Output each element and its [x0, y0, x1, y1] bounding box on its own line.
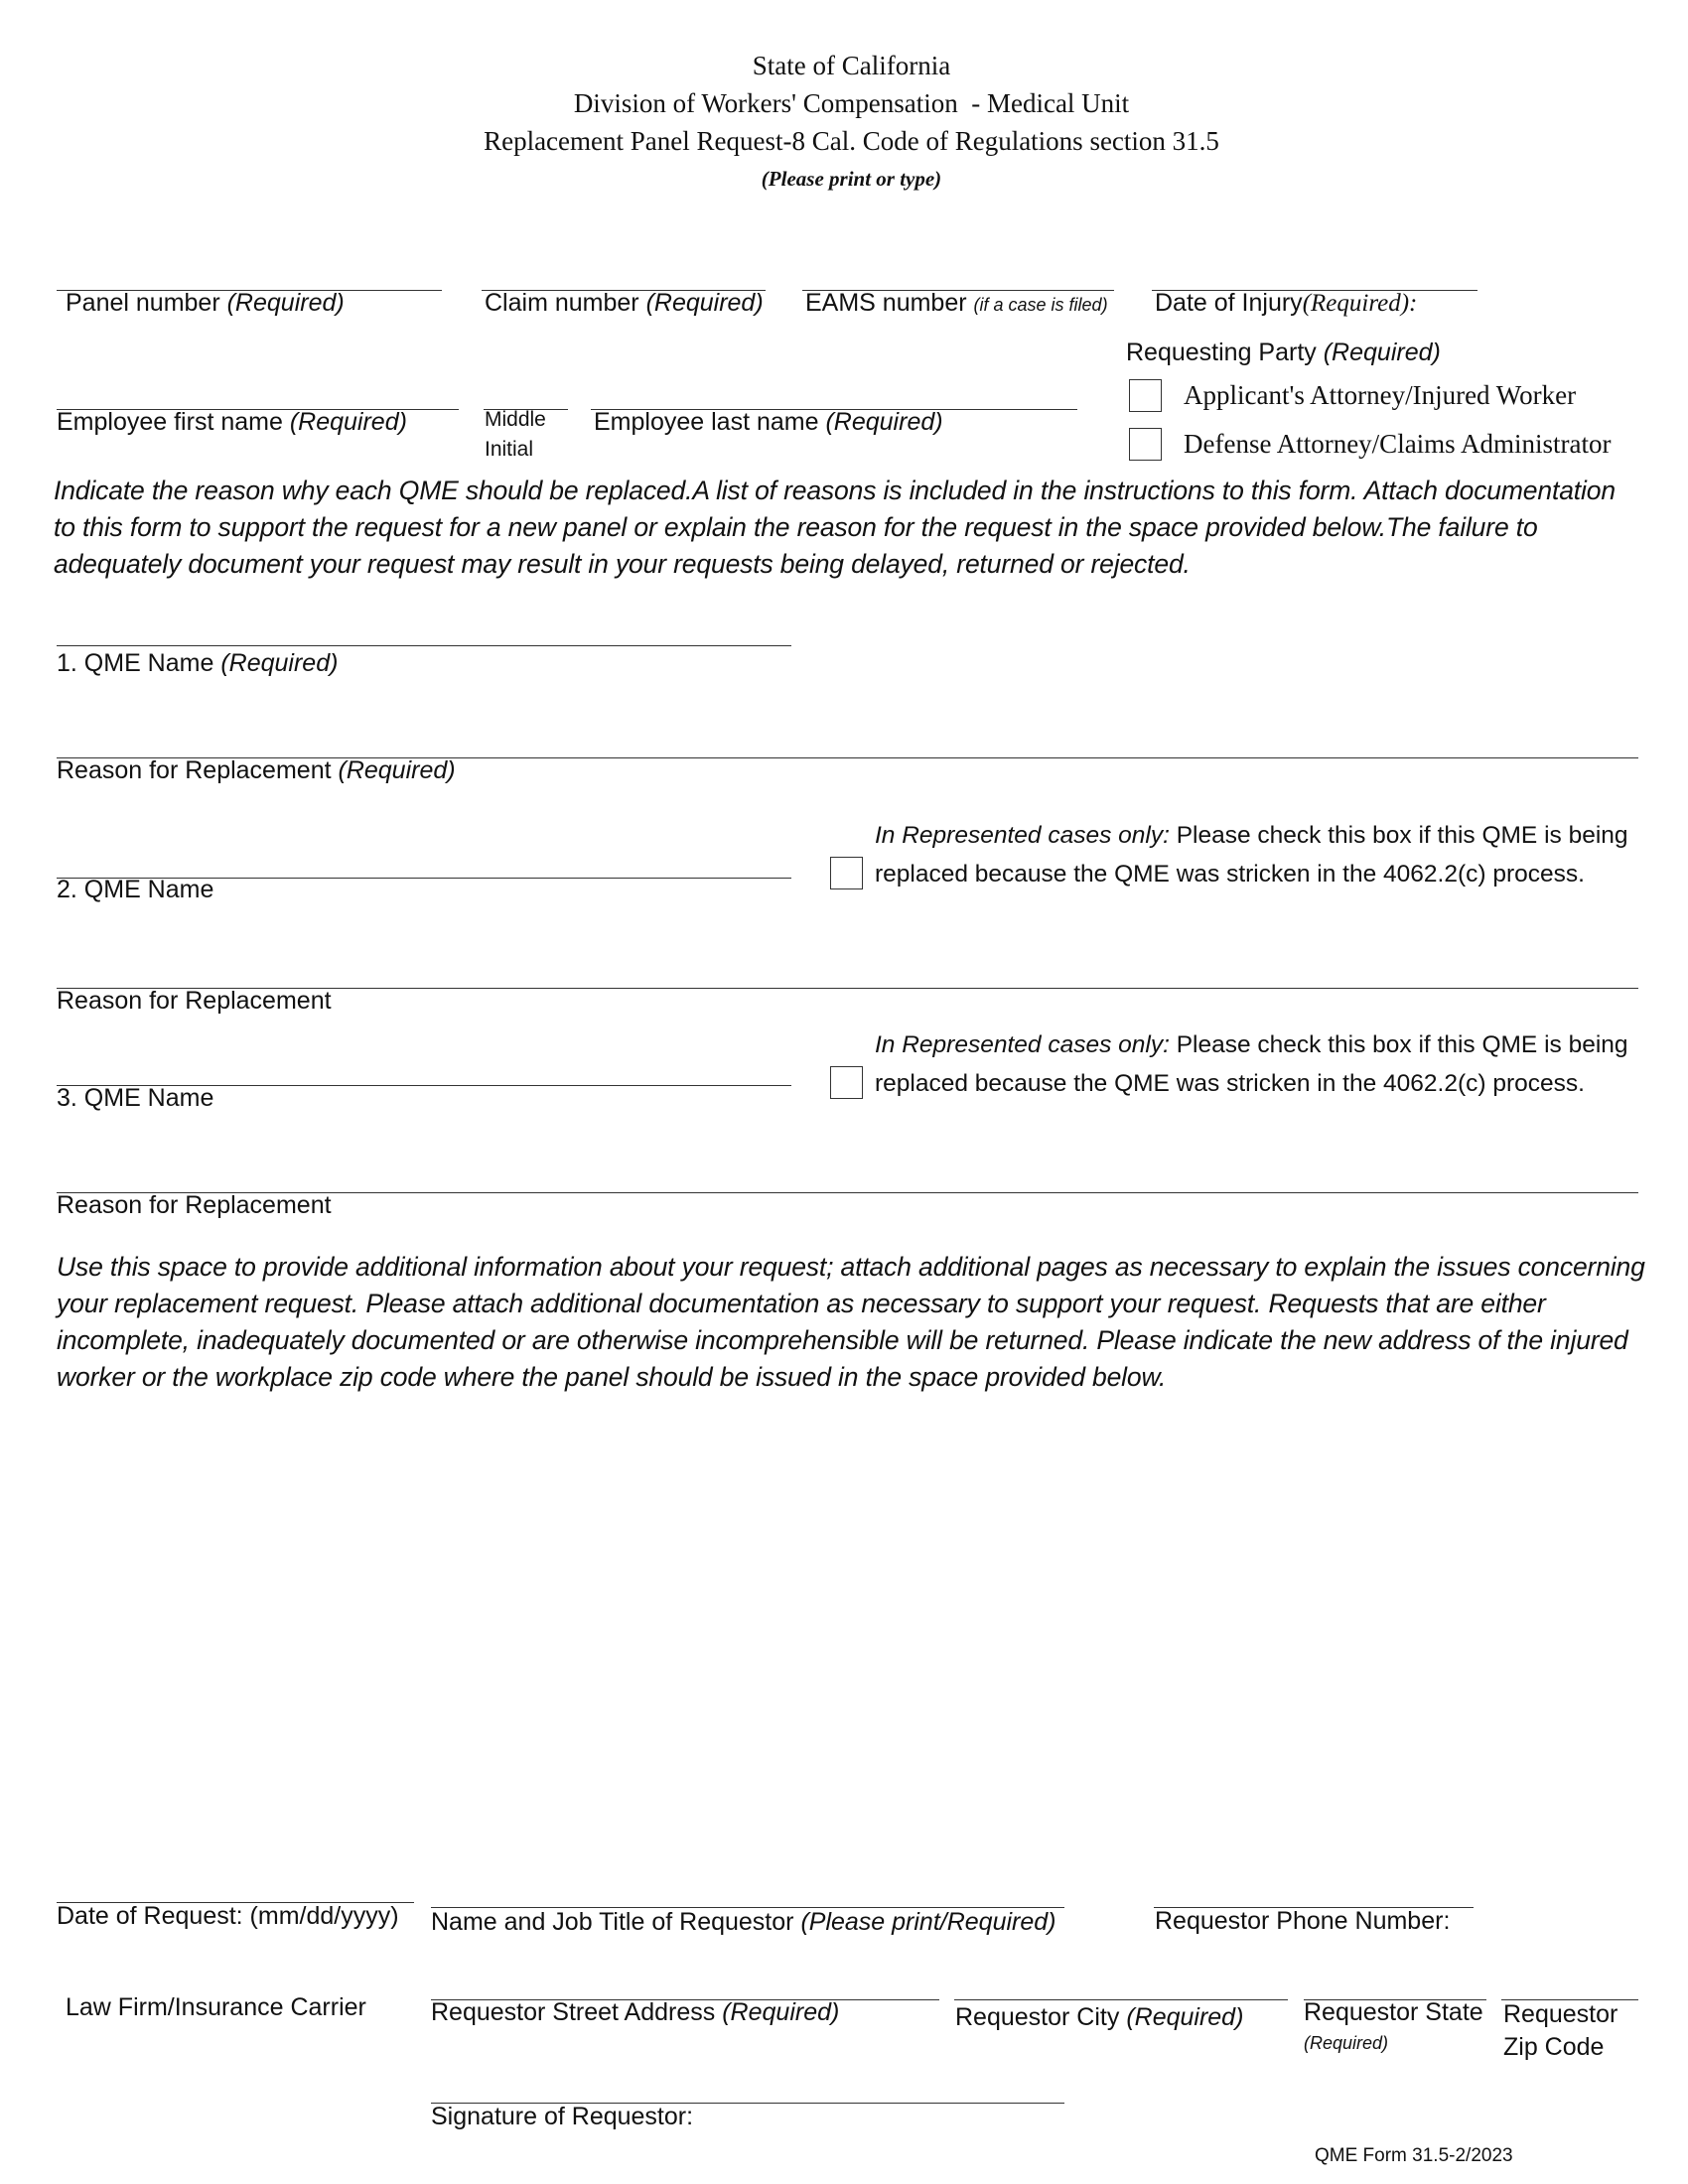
- employee-last-label: Employee last name (Required): [594, 408, 943, 436]
- qme1-name-label: 1. QME Name (Required): [57, 649, 339, 677]
- qme3-stricken-checkbox[interactable]: [830, 1066, 863, 1099]
- eams-number-label: EAMS number (if a case is filed): [805, 289, 1108, 317]
- additional-info-textarea[interactable]: [57, 1400, 1638, 1886]
- additional-info-line: incomplete, inadequately documented or are otherwise incomprehensible will be returned. Please indicate the new address of the injured: [57, 1325, 1628, 1355]
- requesting-party-label: Requesting Party (Required): [1126, 339, 1441, 366]
- qme2-stricken-checkbox[interactable]: [830, 857, 863, 889]
- initial-label: Initial: [485, 438, 534, 461]
- defense-attorney-label: Defense Attorney/Claims Administrator: [1184, 429, 1612, 459]
- qme2-reason-label: Reason for Replacement: [57, 987, 332, 1015]
- phone-label: Requestor Phone Number:: [1155, 1907, 1451, 1935]
- header-state: State of California: [752, 51, 951, 80]
- middle-label: Middle: [485, 408, 546, 431]
- instructions-line: adequately document your request may result in your requests being delayed, returned or rejected.: [54, 549, 1191, 579]
- panel-number-label: Panel number (Required): [66, 289, 345, 317]
- header-title: Replacement Panel Request-8 Cal. Code of Regulations section 31.5: [484, 126, 1219, 156]
- state-label: Requestor State: [1304, 1998, 1483, 2026]
- form-id-label: QME Form 31.5-2/2023: [1315, 2145, 1513, 2166]
- qme3-stricken-note: In Represented cases only: Please check this box if this QME is being: [875, 1031, 1628, 1058]
- city-line[interactable]: [954, 1999, 1288, 2000]
- qme2-stricken-note: In Represented cases only: Please check this box if this QME is being: [875, 822, 1628, 849]
- qme2-name-label: 2. QME Name: [57, 876, 214, 903]
- qme3-reason-label: Reason for Replacement: [57, 1191, 332, 1219]
- street-label: Requestor Street Address (Required): [431, 1998, 840, 2026]
- zip-label-line2: Zip Code: [1503, 2033, 1605, 2061]
- additional-info-paragraph: [57, 1249, 1645, 1396]
- date-of-injury-label: Date of Injury(Required):: [1155, 289, 1418, 317]
- qme3-stricken-note-line2: replaced because the QME was stricken in the 4062.2(c) process.: [875, 1070, 1585, 1097]
- state-required-label: (Required): [1304, 2033, 1389, 2053]
- qme1-name-line[interactable]: [57, 645, 791, 646]
- header-print-note: (Please print or type): [761, 167, 942, 191]
- city-label: Requestor City (Required): [955, 2003, 1244, 2031]
- name-title-label: Name and Job Title of Requestor (Please print/Required): [431, 1908, 1056, 1936]
- additional-info-line: Use this space to provide additional information about your request; attach additional pages as necessary to explain the issues concerning: [57, 1252, 1645, 1282]
- claim-number-label: Claim number (Required): [485, 289, 764, 317]
- qme1-reason-label: Reason for Replacement (Required): [57, 756, 456, 784]
- applicant-attorney-label: Applicant's Attorney/Injured Worker: [1184, 380, 1577, 410]
- date-of-request-label: Date of Request: (mm/dd/yyyy): [57, 1902, 399, 1930]
- signature-label: Signature of Requestor:: [431, 2103, 694, 2130]
- employee-first-label: Employee first name (Required): [57, 408, 407, 436]
- defense-attorney-checkbox[interactable]: [1129, 428, 1162, 461]
- instructions-line: Indicate the reason why each QME should be replaced.A list of reasons is included in the instructions to this form. Attach documentation: [54, 476, 1616, 505]
- instructions-line: to this form to support the request for a new panel or explain the reason for the request in the space provided below.The failure to: [54, 512, 1538, 542]
- qme2-stricken-note-line2: replaced because the QME was stricken in the 4062.2(c) process.: [875, 861, 1585, 887]
- additional-info-line: worker or the workplace zip code where the panel should be issued in the space provided below.: [57, 1362, 1167, 1392]
- header-division: Division of Workers' Compensation - Medical Unit: [573, 88, 1130, 118]
- law-firm-label: Law Firm/Insurance Carrier: [66, 1993, 366, 2021]
- additional-info-line: your replacement request. Please attach additional documentation as necessary to support your request. Requests that are either: [57, 1289, 1546, 1318]
- qme3-name-label: 3. QME Name: [57, 1084, 214, 1112]
- applicant-attorney-checkbox[interactable]: [1129, 379, 1162, 412]
- instructions-paragraph: [54, 473, 1616, 583]
- zip-label-line1: Requestor: [1503, 2000, 1618, 2028]
